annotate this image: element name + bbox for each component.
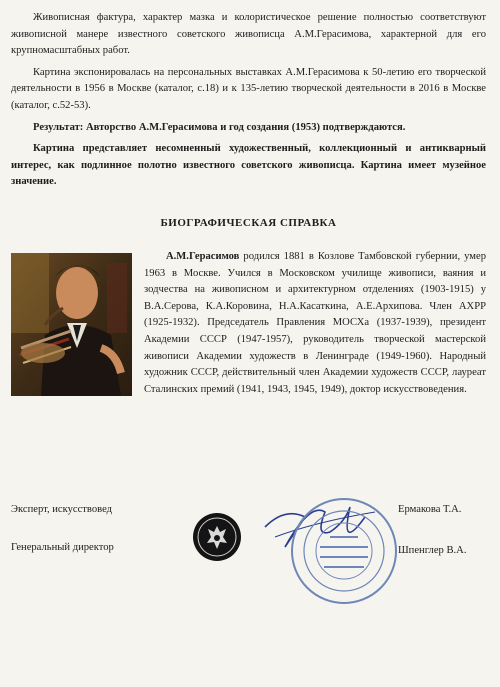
paragraph-result: Результат: Авторство А.М.Герасимова и год создания (1953) подтверждаются. <box>33 121 406 133</box>
paragraph-exhibitions: Картина экспонировалась на персональных выставках А.М.Герасимова к 50-летию его творческой деятельности в 1956 в Москве (каталог, с.18) и к 135-летию творческой деятельности в 2016 в Москве (каталог, с.52-53). <box>11 66 486 111</box>
director-name: Шпенглер В.А. <box>398 545 467 556</box>
emblem-seal <box>192 512 242 567</box>
bio-heading: БИОГРАФИЧЕСКАЯ СПРАВКА <box>160 216 337 229</box>
round-stamp <box>290 497 398 610</box>
paragraph-conclusion: Картина представляет несомненный художественный, коллекционный и антикварный интерес, как подлинное полотно известного советского живописца. Картина имеет музейное значение. <box>11 143 486 188</box>
bio-section <box>11 249 486 398</box>
eagle-seal-icon <box>192 512 242 562</box>
expert-label: Эксперт, искусствовед <box>11 504 113 515</box>
expert-name: Ермакова Т.А. <box>398 504 462 515</box>
paragraph-painting-style: Живописная фактура, характер мазка и колористическое решение полностью соответствуют живописной манере известного советского живописца А.М.Герасимова, характерной для его крупномасштабных работ. <box>11 12 486 57</box>
artist-portrait <box>11 253 132 396</box>
stamp-icon <box>290 497 398 605</box>
director-label: Генеральный директор <box>11 542 114 553</box>
bio-text: А.М.Герасимов родился 1881 в Козлове Тамбовской губернии, умер 1963 в Москве. Учился в Московском училище живописи, ваяния и зодчества на живописном и архитектурном отделениях (1903-1915) у В.А.Серова, К.А.Коровина, Н.А.Касаткина, А.Е.Архипова. Член АХРР (1925-1932). Председатель Правления МОСХа (1937-1939), президент Академии СССР (1947-1957), руководитель творческой мастерской живописи Академии художеств в Ленинграде (1949-1960). Народный художник СССР, действительный член Академии художеств СССР, лауреат Сталинских премий (1941, 1943, 1945, 1949), доктор искусствоведения. <box>144 250 486 395</box>
signature-area <box>0 492 500 682</box>
